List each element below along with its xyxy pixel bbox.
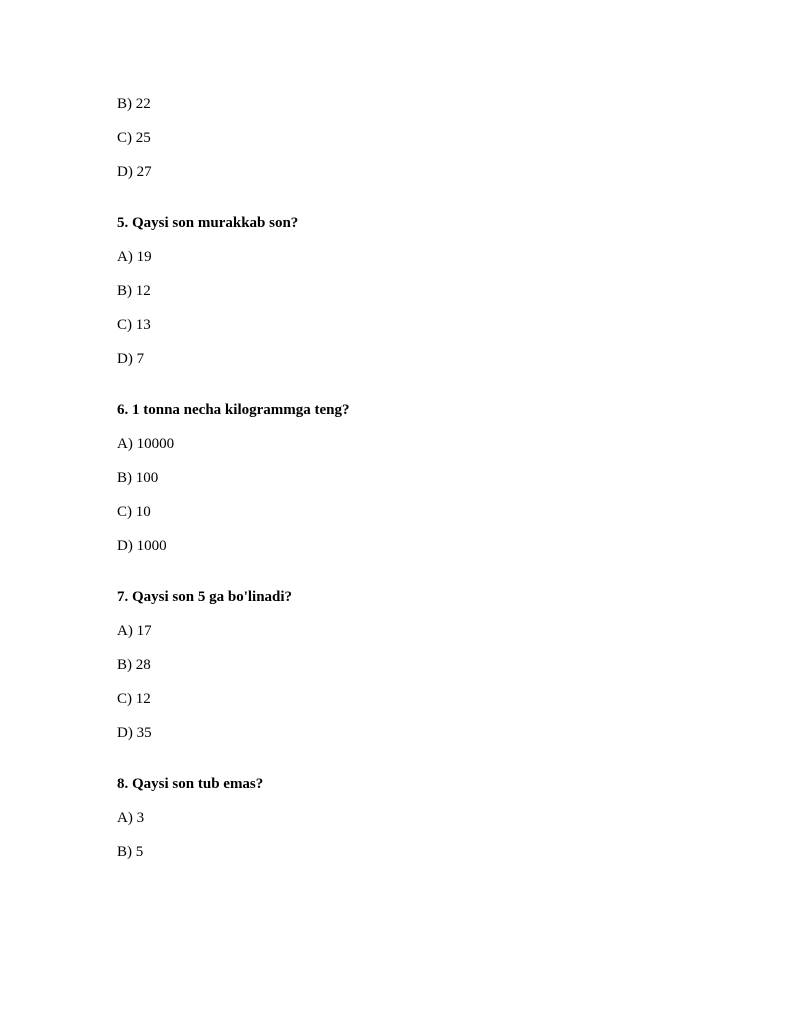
option-text: C) 25 [117,129,151,146]
option-text: D) 27 [117,163,152,180]
option-text: B) 100 [117,469,159,486]
document-page [117,95,717,877]
option-text: A) 17 [117,623,152,640]
option-text: D) 1000 [117,537,167,554]
option-text: D) 35 [117,724,152,741]
option-text: A) 3 [117,810,145,827]
option-text: A) 19 [117,249,152,266]
option-text: C) 12 [117,690,151,707]
question-title: 7. Qaysi son 5 ga bo'linadi? [117,589,293,606]
option-text: D) 7 [117,350,145,367]
option-text: B) 22 [117,96,151,112]
option-text: B) 12 [117,282,151,299]
option-text: B) 28 [117,656,151,673]
question-title: 8. Qaysi son tub emas? [117,776,264,793]
question-title: 6. 1 tonna necha kilogrammga teng? [117,402,350,419]
option-text: C) 13 [117,316,151,333]
option-text: C) 10 [117,503,151,520]
option-text: A) 10000 [117,436,175,453]
question-title: 5. Qaysi son murakkab son? [117,215,299,232]
option-text: B) 5 [117,843,144,860]
